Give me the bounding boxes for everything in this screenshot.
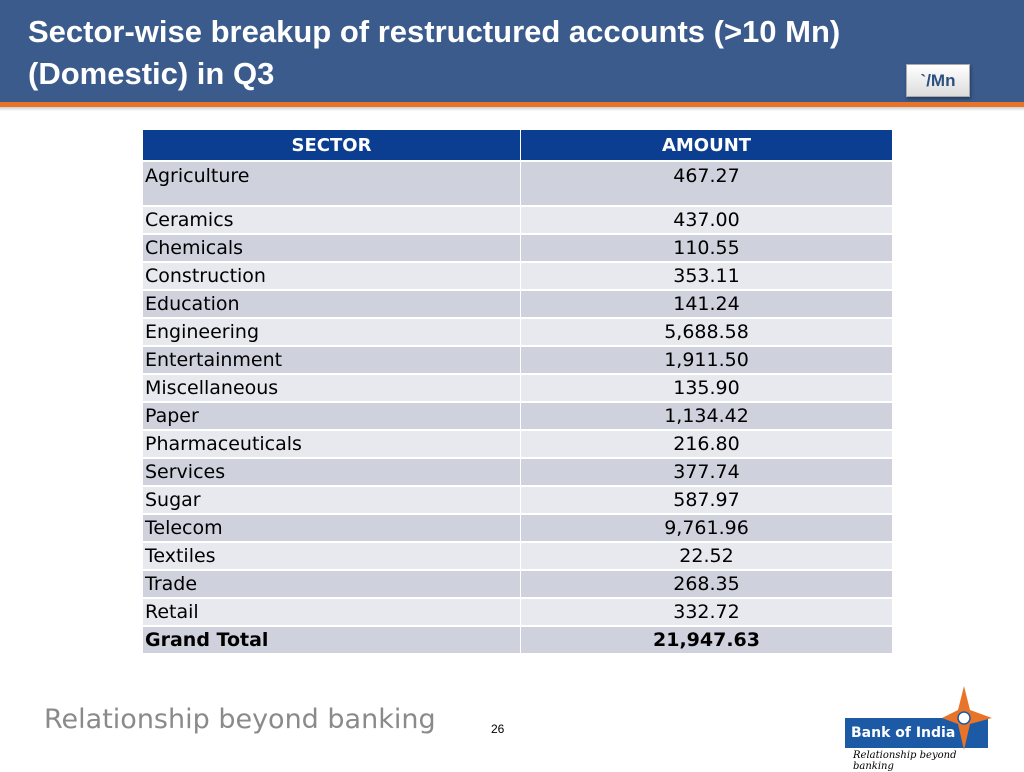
sector-cell: Paper bbox=[143, 402, 521, 430]
sector-cell: Pharmaceuticals bbox=[143, 430, 521, 458]
sector-cell: Entertainment bbox=[143, 346, 521, 374]
sector-cell: Chemicals bbox=[143, 234, 521, 262]
sector-cell: Retail bbox=[143, 598, 521, 626]
slide-title: Sector-wise breakup of restructured accounts (>10 Mn) (Domestic) in Q3 bbox=[28, 14, 841, 91]
amount-cell: 1,911.50 bbox=[521, 346, 893, 374]
table-row bbox=[143, 234, 893, 262]
sector-cell: Education bbox=[143, 290, 521, 318]
star-logo-icon bbox=[942, 686, 992, 750]
amount-cell: 353.11 bbox=[521, 262, 893, 290]
table-row bbox=[143, 514, 893, 542]
bank-logo bbox=[845, 686, 995, 772]
amount-cell: 437.00 bbox=[521, 206, 893, 234]
amount-cell: 377.74 bbox=[521, 458, 893, 486]
table-row bbox=[143, 542, 893, 570]
table-row bbox=[143, 430, 893, 458]
table-row bbox=[143, 402, 893, 430]
amount-cell: 1,134.42 bbox=[521, 402, 893, 430]
sector-cell: Services bbox=[143, 458, 521, 486]
table-header-row bbox=[143, 129, 893, 161]
amount-cell: 5,688.58 bbox=[521, 318, 893, 346]
table-row bbox=[143, 486, 893, 514]
logo-tagline: Relationship beyond banking bbox=[853, 750, 957, 772]
sector-cell: Telecom bbox=[143, 514, 521, 542]
grand-total-amount: 21,947.63 bbox=[521, 626, 893, 653]
amount-cell: 587.97 bbox=[521, 486, 893, 514]
sector-cell: Ceramics bbox=[143, 206, 521, 234]
amount-cell: 467.27 bbox=[521, 161, 893, 206]
table-row bbox=[143, 346, 893, 374]
sector-cell: Trade bbox=[143, 570, 521, 598]
logo-name: Bank of India bbox=[845, 718, 988, 748]
table-row bbox=[143, 206, 893, 234]
amount-cell: 332.72 bbox=[521, 598, 893, 626]
table-row bbox=[143, 318, 893, 346]
sector-cell: Construction bbox=[143, 262, 521, 290]
table-row bbox=[143, 374, 893, 402]
column-header-amount: AMOUNT bbox=[521, 129, 893, 161]
sector-cell: Miscellaneous bbox=[143, 374, 521, 402]
amount-cell: 135.90 bbox=[521, 374, 893, 402]
page-number: 26 bbox=[491, 722, 505, 736]
amount-cell: 268.35 bbox=[521, 570, 893, 598]
header-shadow bbox=[0, 107, 1024, 111]
table-row bbox=[143, 598, 893, 626]
table-row bbox=[143, 161, 893, 206]
unit-label-button[interactable]: `/Mn bbox=[906, 64, 970, 97]
sector-cell: Engineering bbox=[143, 318, 521, 346]
amount-cell: 141.24 bbox=[521, 290, 893, 318]
amount-cell: 9,761.96 bbox=[521, 514, 893, 542]
column-header-sector: SECTOR bbox=[143, 129, 521, 161]
table-row bbox=[143, 570, 893, 598]
sector-cell: Textiles bbox=[143, 542, 521, 570]
sector-cell: Sugar bbox=[143, 486, 521, 514]
grand-total-label: Grand Total bbox=[143, 626, 521, 653]
table-row bbox=[143, 262, 893, 290]
footer-tagline: Relationship beyond banking bbox=[44, 704, 436, 735]
amount-cell: 22.52 bbox=[521, 542, 893, 570]
sector-table bbox=[142, 128, 893, 653]
amount-cell: 110.55 bbox=[521, 234, 893, 262]
amount-cell: 216.80 bbox=[521, 430, 893, 458]
table-row bbox=[143, 290, 893, 318]
table-row bbox=[143, 458, 893, 486]
grand-total-row bbox=[143, 626, 893, 653]
sector-cell: Agriculture bbox=[143, 161, 521, 206]
